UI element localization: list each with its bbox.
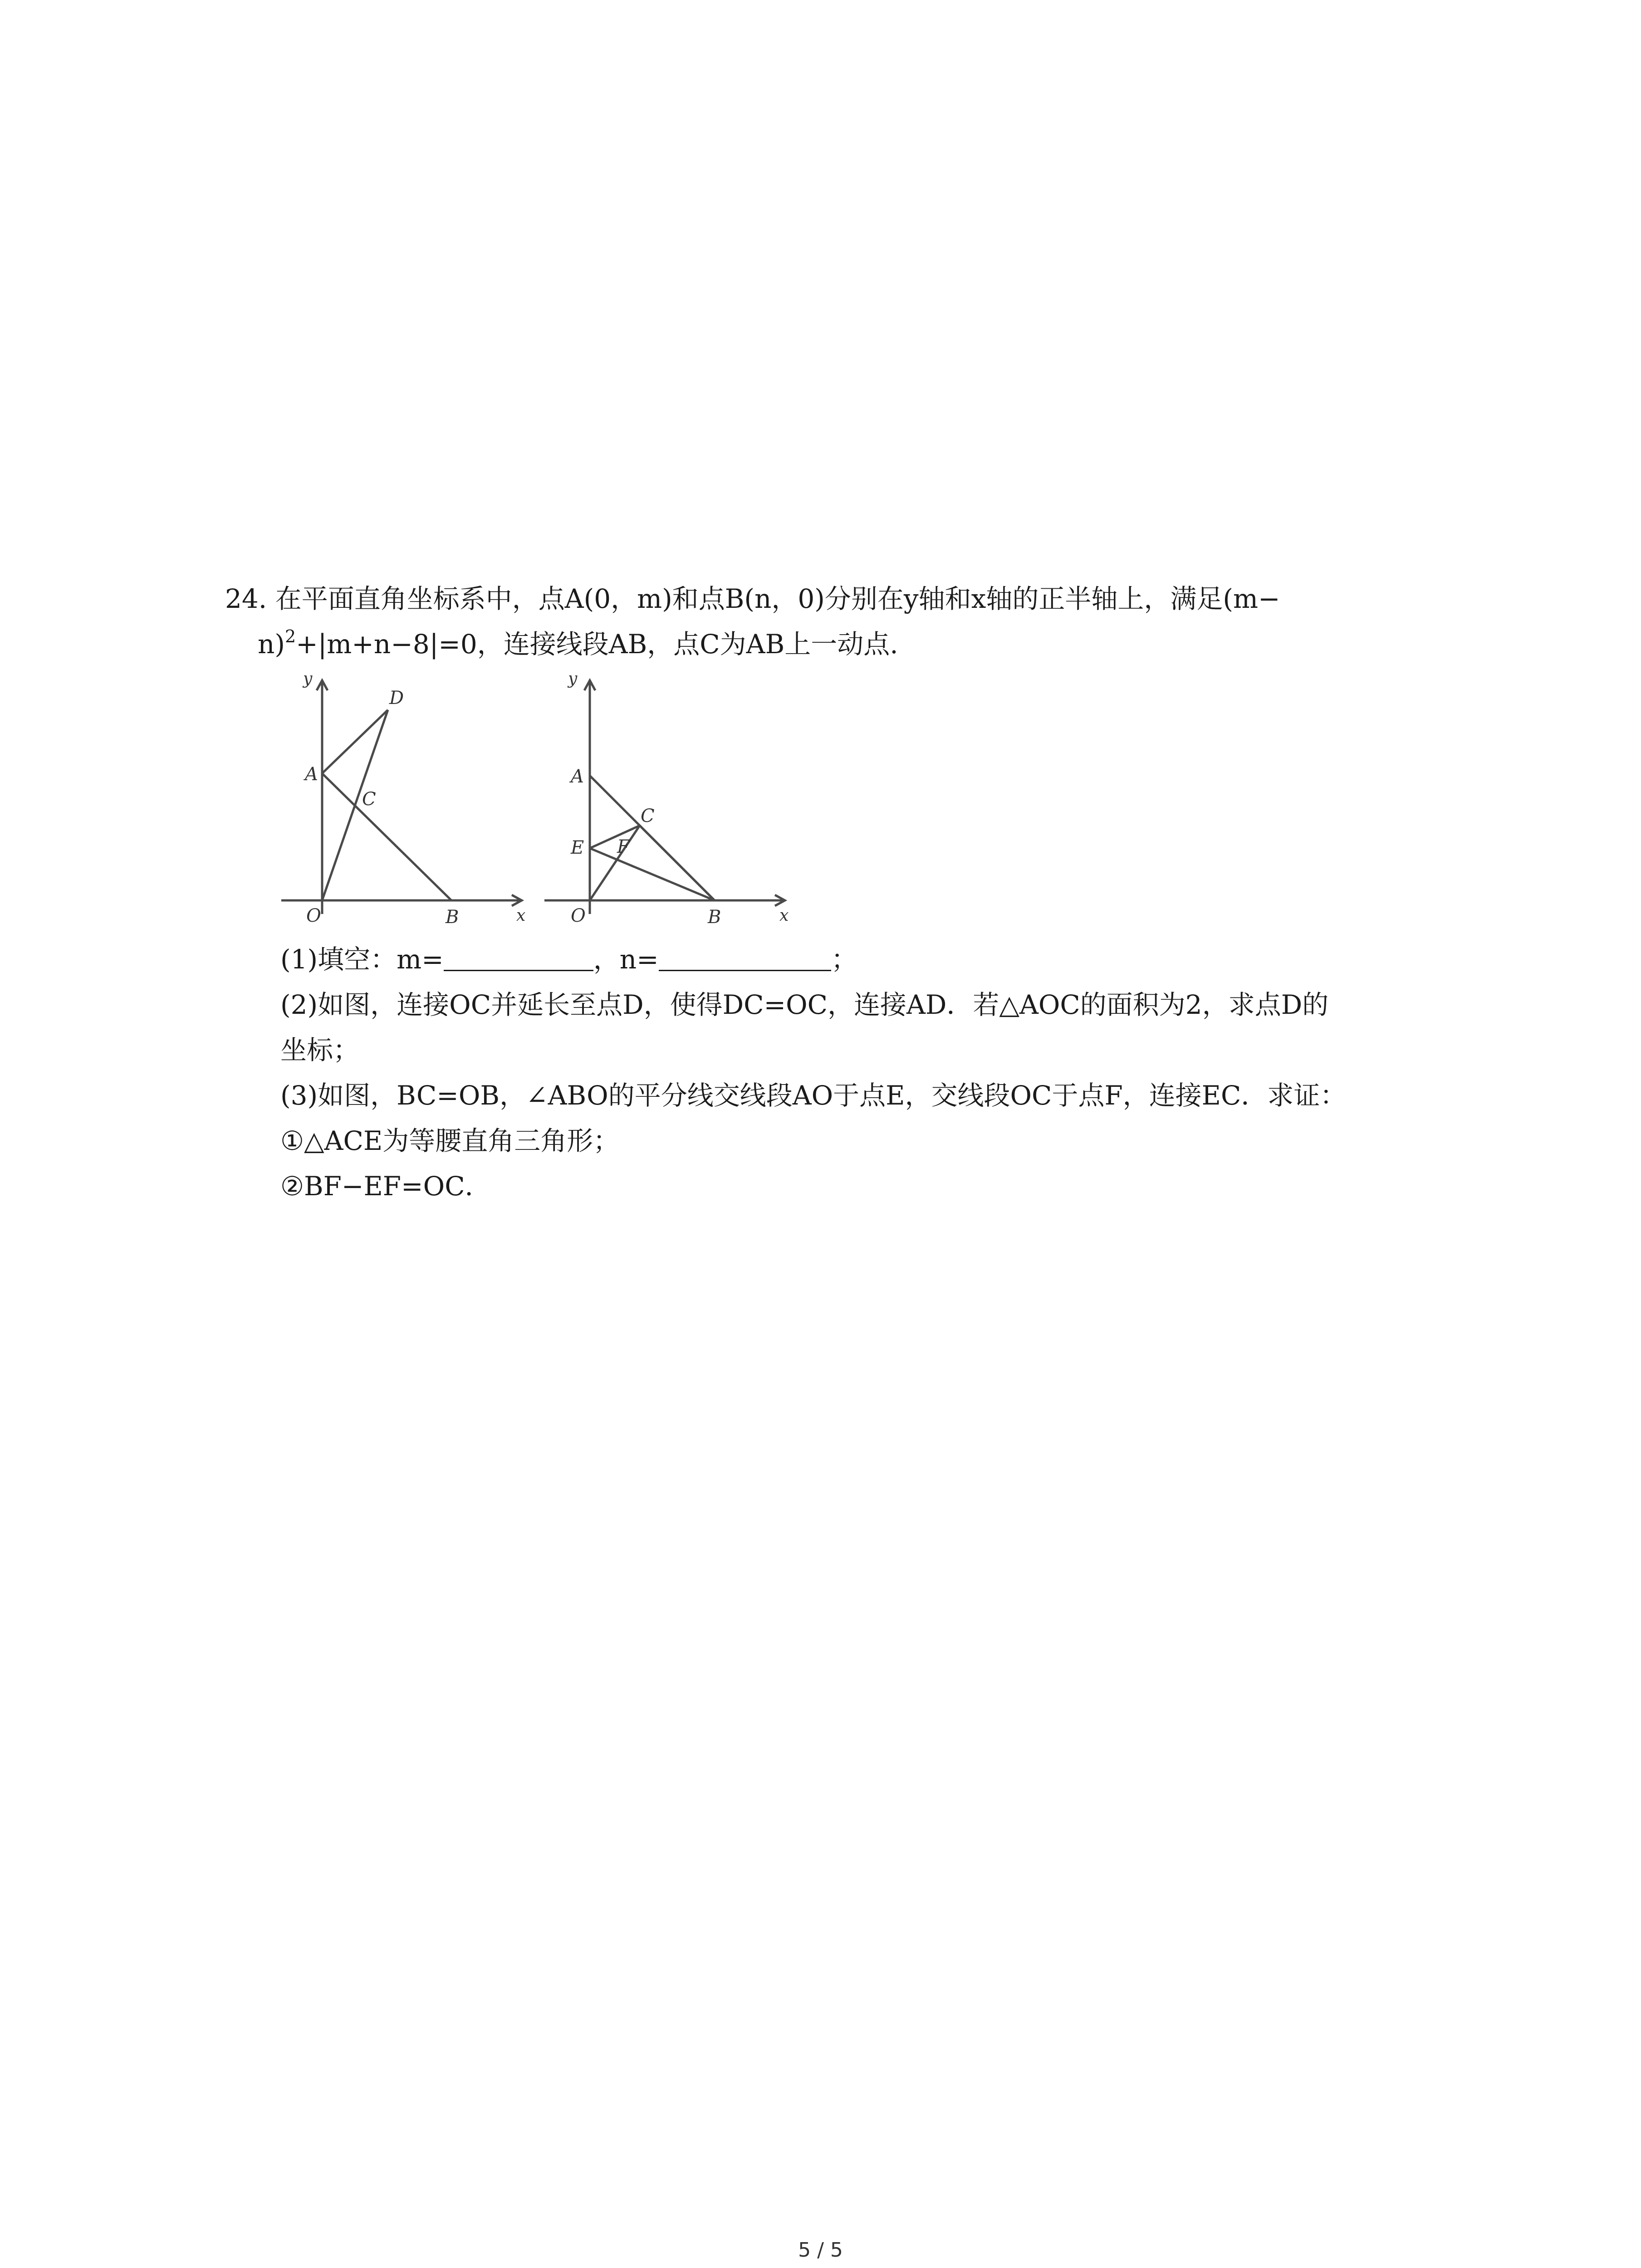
problem-stem-text-1: 在平面直角坐标系中，点A(0，m)和点B(n，0)分别在y轴和x轴的正半轴上，满足(m− [275,583,1280,614]
part-1-suffix: ； [831,944,857,975]
problem-stem-line-2 [258,628,898,660]
part-2-line-1 [280,989,1328,1021]
label-b: B [708,907,721,928]
label-e: E [571,837,584,858]
exponent: 2 [284,626,296,646]
part-3-line-1 [280,1080,1346,1111]
label-x: x [516,906,526,925]
label-c: C [641,806,655,826]
figure-2-diagram [540,667,794,934]
part-1 [280,943,857,975]
label-a: A [571,766,584,787]
figure-1 [277,667,531,936]
part-3-item-2 [280,1170,491,1202]
label-d: D [389,688,404,709]
problem-stem-line-1 [225,583,1280,615]
part-1-prefix: (1)填空：m= [280,944,444,975]
answer-blank-n[interactable] [659,944,831,971]
problem-stem-text-2a: n) [258,629,285,660]
problem-number: 24. [225,583,267,614]
label-o: O [306,905,321,926]
figure-2 [540,667,794,936]
figure-1-diagram [277,667,531,934]
part-2-text-1: (2)如图，连接OC并延长至点D，使得DC=OC，连接AD．若△AOC的面积为2，求点D的 [280,989,1329,1020]
label-f: F [617,836,630,857]
part-3-item-1 [280,1125,619,1157]
label-a: A [305,764,318,785]
part-3-item-1-text: ①△ACE为等腰直角三角形； [280,1125,620,1156]
label-y: y [568,670,578,688]
part-2-text-2: 坐标； [280,1035,360,1066]
segment-cb [640,826,715,900]
label-y: y [303,670,313,688]
label-b: B [446,907,459,928]
problem-stem-text-2b: +|m+n−8|=0，连接线段AB，点C为AB上一动点. [296,629,898,660]
answer-blank-m[interactable] [444,944,593,971]
part-3-item-2-text: ②BF−EF=OC． [280,1171,491,1202]
page-indicator: 5 / 5 [798,2239,843,2262]
segment-ab [322,773,451,900]
label-c: C [362,789,376,810]
segment-od [322,710,388,900]
label-x: x [779,906,789,925]
part-3-text-1: (3)如图，BC=OB，∠ABO的平分线交线段AO于点E，交线段OC于点F，连接EC．求证： [280,1080,1347,1111]
part-2-line-2 [280,1034,359,1066]
label-o: O [571,905,586,926]
part-1-mid: ，n= [593,944,659,975]
